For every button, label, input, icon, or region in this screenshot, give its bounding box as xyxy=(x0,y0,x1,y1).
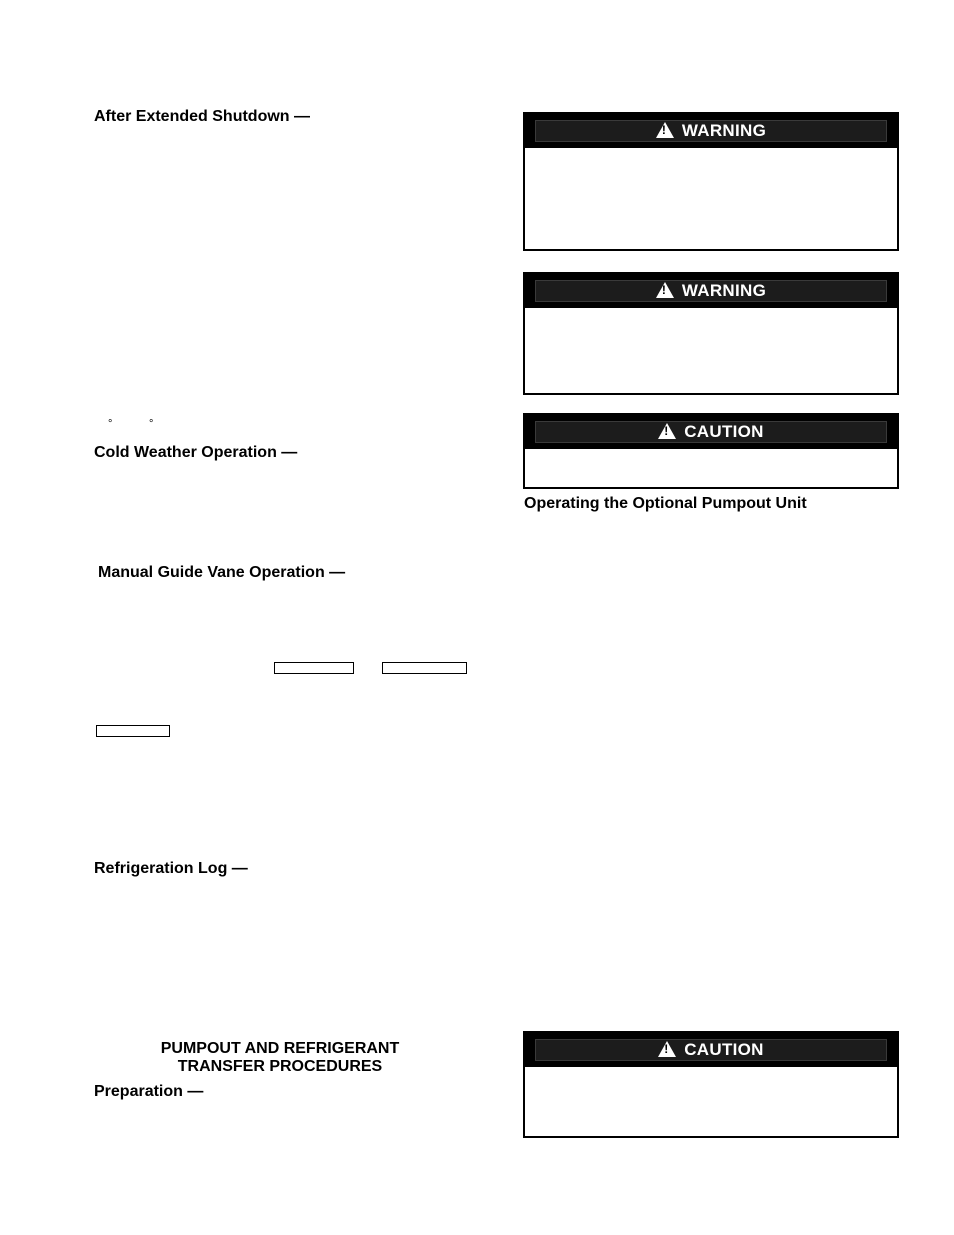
caution-box xyxy=(523,1031,899,1138)
caution-box-header xyxy=(525,415,897,449)
after-extended-shutdown-heading: After Extended Shutdown — xyxy=(94,108,310,125)
caution-box xyxy=(523,413,899,489)
warning-label-bar xyxy=(535,120,887,142)
warning-box xyxy=(523,272,899,395)
pumpout-section-title xyxy=(120,1040,440,1076)
warning-box-header xyxy=(525,274,897,308)
preparation-heading: Preparation — xyxy=(94,1083,204,1100)
degree-symbol: ° xyxy=(108,418,113,430)
warning-label-bar xyxy=(535,280,887,302)
caution-label-bar xyxy=(535,1039,887,1061)
display-key-box xyxy=(382,662,467,674)
caution-triangle-icon xyxy=(658,423,676,439)
pumpout-title-line2: TRANSFER PROCEDURES xyxy=(177,1058,383,1075)
warning-label: WARNING xyxy=(681,281,767,300)
display-key-box xyxy=(274,662,354,674)
pumpout-title-line1: PUMPOUT AND REFRIGERANT xyxy=(160,1040,400,1057)
warning-box xyxy=(523,112,899,251)
cold-weather-operation-heading: Cold Weather Operation — xyxy=(94,444,298,461)
refrigeration-log-heading: Refrigeration Log — xyxy=(94,860,248,877)
display-key-box xyxy=(96,725,170,737)
caution-box-header xyxy=(525,1033,897,1067)
warning-triangle-icon xyxy=(656,122,674,138)
operating-pumpout-unit-heading: Operating the Optional Pumpout Unit xyxy=(524,495,807,512)
warning-box-header xyxy=(525,114,897,148)
caution-triangle-icon xyxy=(658,1041,676,1057)
warning-triangle-icon xyxy=(656,282,674,298)
warning-label: WARNING xyxy=(681,121,767,140)
caution-label-bar xyxy=(535,421,887,443)
caution-label: CAUTION xyxy=(684,422,764,441)
manual-guide-vane-operation-heading: Manual Guide Vane Operation — xyxy=(98,564,346,581)
degree-symbol: ° xyxy=(149,418,154,430)
caution-label: CAUTION xyxy=(684,1040,764,1059)
